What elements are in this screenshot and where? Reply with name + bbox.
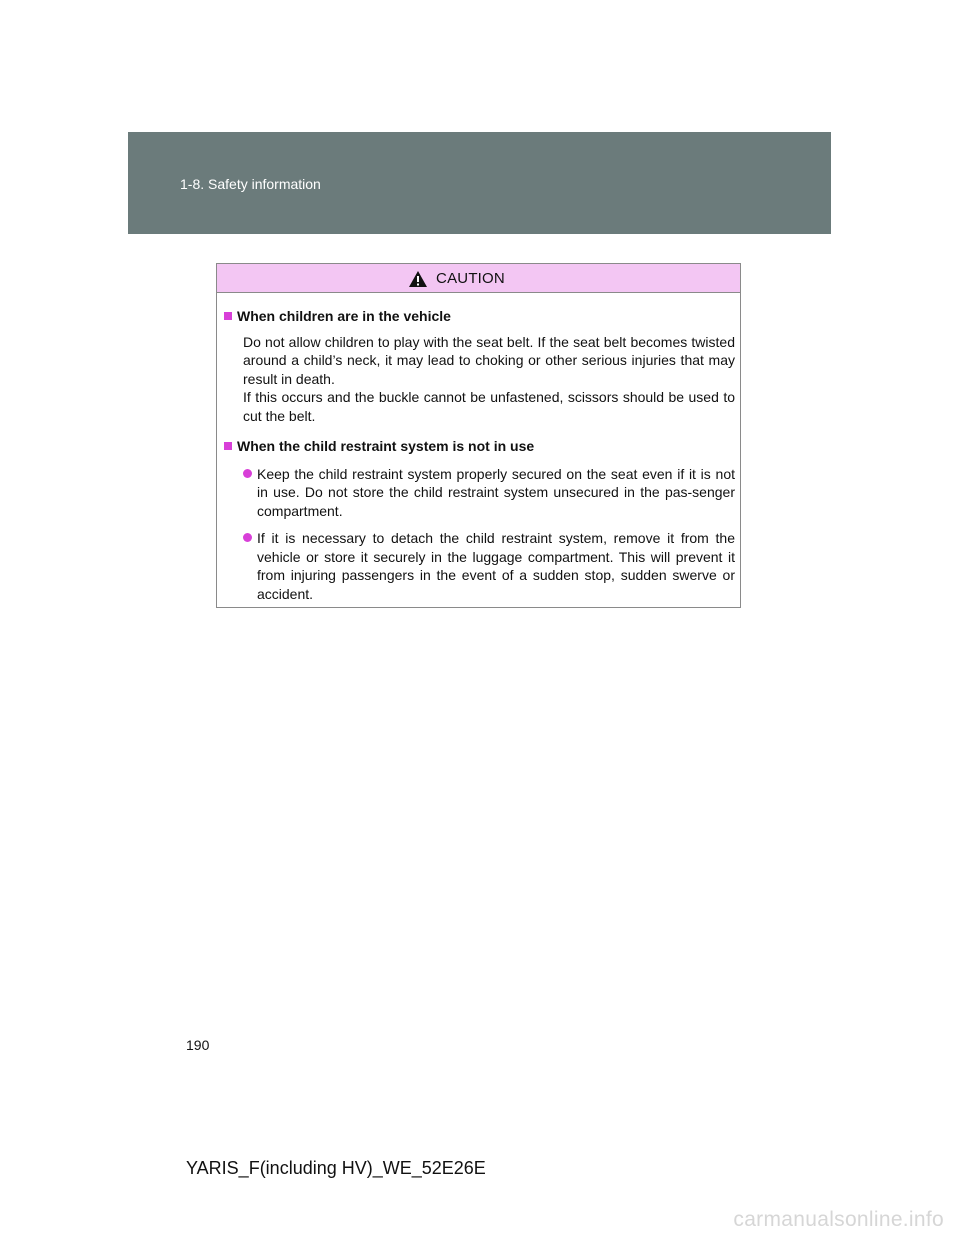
section-heading-text: When children are in the vehicle — [237, 308, 451, 324]
section-heading-text: When the child restraint system is not in use — [237, 438, 535, 454]
caution-header — [217, 264, 740, 293]
paragraph-seat-belt-warning: Do not allow children to play with the seat belt. If the seat belt becomes twisted around a child’s neck, it may lead to choking or other serious injuries that may result in death. — [243, 333, 735, 387]
page-number: 190 — [186, 1037, 210, 1053]
section-heading-children — [224, 307, 735, 326]
square-bullet-icon — [224, 312, 232, 320]
list-item-text: If it is necessary to detach the child restraint system, remove it from the vehicle or store it securely in the luggage compartment. This will prevent it from injuring passengers in the event of a sudden stop, sudden swerve or accident. — [257, 530, 735, 602]
section-heading-not-in-use — [224, 437, 735, 456]
caution-body — [217, 293, 740, 603]
list-item — [243, 465, 735, 521]
round-bullet-icon — [243, 533, 252, 542]
section-not-in-use — [224, 437, 735, 603]
round-bullet-icon — [243, 469, 252, 478]
warning-triangle-icon — [408, 270, 428, 288]
caution-label: CAUTION — [436, 269, 505, 287]
square-bullet-icon — [224, 442, 232, 450]
watermark: carmanualsonline.info — [733, 1208, 944, 1231]
document-code: YARIS_F(including HV)_WE_52E26E — [186, 1158, 486, 1178]
list-item — [243, 529, 735, 603]
caution-box — [216, 263, 741, 608]
section-title: 1-8. Safety information — [180, 176, 321, 192]
list-item-text: Keep the child restraint system properly secured on the seat even if it is not in use. Do not store the child restraint system unsecured in the pas-senger compartment. — [257, 465, 735, 519]
paragraph-scissors: If this occurs and the buckle cannot be unfastened, scissors should be used to cut the belt. — [243, 389, 735, 424]
header-band — [128, 132, 831, 234]
